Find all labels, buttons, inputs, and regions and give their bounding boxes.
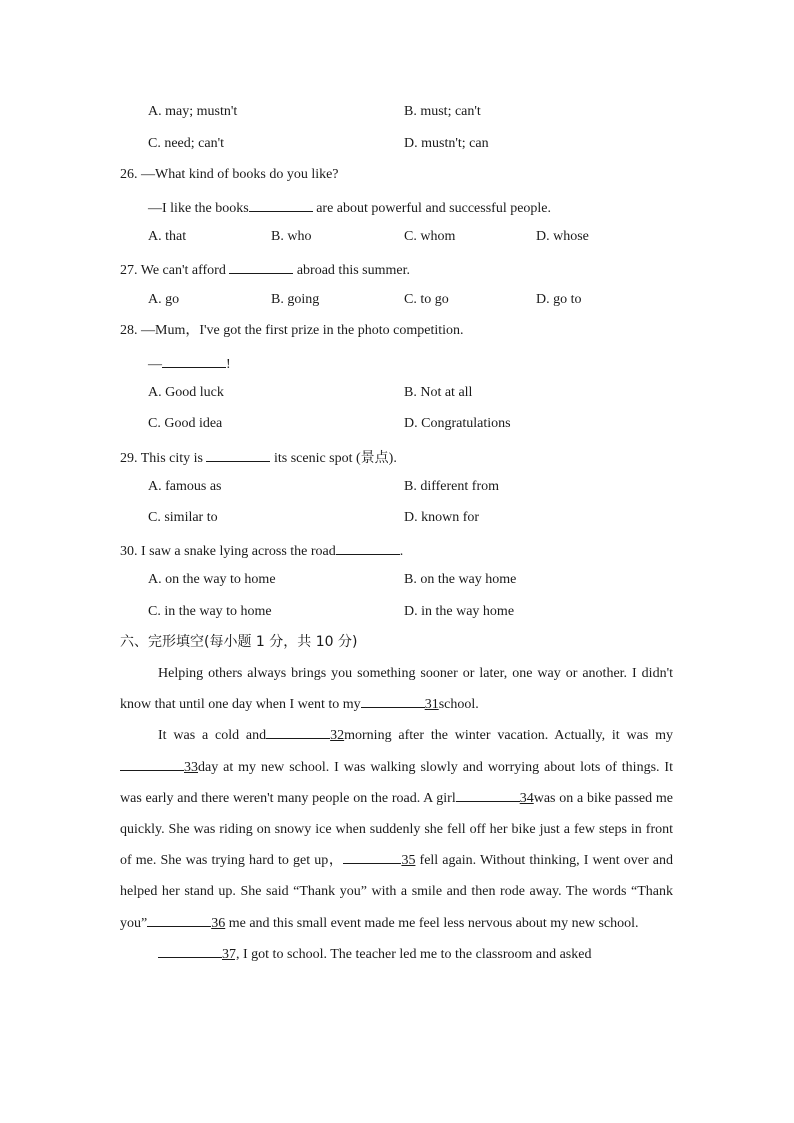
cloze-blank-36[interactable] xyxy=(147,911,211,927)
q29-stem-pre: 29. This city is xyxy=(120,451,207,466)
cloze-p2-text-b: morning after the winter vacation. Actually, it was my xyxy=(344,728,673,744)
q30-options-row-1 xyxy=(0,570,794,590)
cloze-paragraph-2 xyxy=(120,720,673,938)
q26-line2-post: are about powerful and successful people. xyxy=(312,201,552,216)
q25-options-row-1 xyxy=(0,102,794,122)
q29-stem-row xyxy=(0,446,794,466)
q30-stem xyxy=(120,539,403,562)
q28-line2-row xyxy=(0,352,794,372)
q28-stem: 28. —Mum，I've got the first prize in the photo competition. xyxy=(120,323,464,338)
q30-option-d[interactable]: D. in the way home xyxy=(404,604,515,619)
cloze-number-35: 35 xyxy=(401,853,416,869)
cloze-number-36: 36 xyxy=(211,915,226,931)
q27-answer-blank[interactable] xyxy=(229,258,293,274)
q26-options-row xyxy=(0,227,794,247)
cloze-paragraph-1 xyxy=(120,658,673,720)
cloze-blank-37[interactable] xyxy=(158,942,222,958)
q25-options-row-2 xyxy=(0,134,794,154)
cloze-blank-31[interactable] xyxy=(361,692,425,708)
q30-stem-post: . xyxy=(399,544,404,559)
cloze-p2-text-c: day at my new school. I was walking slowly and worrying about lots of things. It was early and there weren't many people on the road. A girl xyxy=(120,759,673,806)
q26-answer-blank[interactable] xyxy=(249,196,313,212)
cloze-passage xyxy=(120,658,673,970)
q29-stem-post: its scenic spot (景点). xyxy=(270,451,397,466)
q28-option-d[interactable]: D. Congratulations xyxy=(404,416,511,431)
q28-options-row-1 xyxy=(0,383,794,403)
q29-answer-blank[interactable] xyxy=(206,446,270,462)
q27-stem-post: abroad this summer. xyxy=(293,263,410,278)
q26-option-d[interactable]: D. whose xyxy=(536,229,589,244)
section6-heading: 六、完形填空(每小题 1 分，共 10 分) xyxy=(120,634,358,650)
q26-line2 xyxy=(148,196,551,219)
cloze-p1-text-b: school. xyxy=(438,697,479,713)
q27-option-a[interactable]: A. go xyxy=(148,292,180,307)
q30-stem-pre: 30. I saw a snake lying across the road xyxy=(120,544,336,559)
q27-stem-pre: 27. We can't afford xyxy=(120,263,230,278)
cloze-p2-text-e: fell again. Without thinking, I went over and helped her stand up. She said “Thank you” with a smile and then rode away. The words “Thank you” xyxy=(120,853,673,931)
q25-option-c[interactable]: C. need; can't xyxy=(148,136,224,151)
cloze-number-34: 34 xyxy=(519,790,534,806)
q28-line2-post: ! xyxy=(226,357,231,372)
q28-line2-pre: — xyxy=(148,357,162,372)
q26-line2-pre: —I like the books xyxy=(148,201,249,216)
q28-options-row-2 xyxy=(0,414,794,434)
q29-option-c[interactable]: C. similar to xyxy=(148,510,218,525)
q26-option-a[interactable]: A. that xyxy=(148,229,187,244)
q30-stem-row xyxy=(0,539,794,559)
cloze-p1-text-a: Helping others always brings you something sooner or later, one way or another. I didn't know that until one day when I went to my xyxy=(120,666,673,713)
q27-stem xyxy=(120,258,410,281)
q27-options-row xyxy=(0,290,794,310)
cloze-p2-text-f: me and this small event made me feel less nervous about my new school. xyxy=(225,915,639,931)
cloze-number-31: 31 xyxy=(424,697,439,713)
q27-option-c[interactable]: C. to go xyxy=(404,292,449,307)
q26-line2-row xyxy=(0,196,794,216)
cloze-p2-text-d: was on a bike passed me quickly. She was riding on snowy ice when suddenly she fell off her bike just a few steps in front of me. She was trying hard to get up， xyxy=(120,790,673,869)
q28-stem-row xyxy=(0,321,794,341)
cloze-blank-35[interactable] xyxy=(343,848,401,864)
q30-option-c[interactable]: C. in the way to home xyxy=(148,604,272,619)
q28-line2 xyxy=(148,352,231,375)
q26-stem-row xyxy=(0,165,794,185)
q30-option-a[interactable]: A. on the way to home xyxy=(148,572,276,587)
cloze-p2-text-a: It was a cold and xyxy=(158,728,267,744)
cloze-blank-34[interactable] xyxy=(456,786,520,802)
cloze-blank-33[interactable] xyxy=(120,755,184,771)
cloze-blank-32[interactable] xyxy=(266,723,330,739)
q27-option-b[interactable]: B. going xyxy=(271,292,320,307)
q26-option-b[interactable]: B. who xyxy=(271,229,312,244)
q29-option-d[interactable]: D. known for xyxy=(404,510,480,525)
q26-option-c[interactable]: C. whom xyxy=(404,229,456,244)
cloze-number-37: 37, xyxy=(222,946,240,962)
cloze-paragraph-3 xyxy=(120,939,673,970)
q30-options-row-2 xyxy=(0,602,794,622)
section6-heading-row xyxy=(0,632,794,652)
q28-option-c[interactable]: C. Good idea xyxy=(148,416,223,431)
q29-stem xyxy=(120,446,397,469)
cloze-number-32: 32 xyxy=(330,728,345,744)
q26-stem: 26. —What kind of books do you like? xyxy=(120,167,339,182)
q29-option-b[interactable]: B. different from xyxy=(404,479,499,494)
q28-option-b[interactable]: B. Not at all xyxy=(404,385,473,400)
q29-options-row-1 xyxy=(0,477,794,497)
q25-option-d[interactable]: D. mustn't; can xyxy=(404,136,489,151)
q29-option-a[interactable]: A. famous as xyxy=(148,479,222,494)
q30-answer-blank[interactable] xyxy=(336,539,400,555)
q28-answer-blank[interactable] xyxy=(162,352,226,368)
cloze-number-33: 33 xyxy=(184,759,198,775)
q27-stem-row xyxy=(0,258,794,278)
q25-option-b[interactable]: B. must; can't xyxy=(404,104,481,119)
cloze-p3-text-b: I got to school. The teacher led me to the classroom and asked xyxy=(239,946,592,962)
q28-option-a[interactable]: A. Good luck xyxy=(148,385,224,400)
q25-option-a[interactable]: A. may; mustn't xyxy=(148,104,238,119)
q27-option-d[interactable]: D. go to xyxy=(536,292,582,307)
q29-options-row-2 xyxy=(0,508,794,528)
q30-option-b[interactable]: B. on the way home xyxy=(404,572,517,587)
